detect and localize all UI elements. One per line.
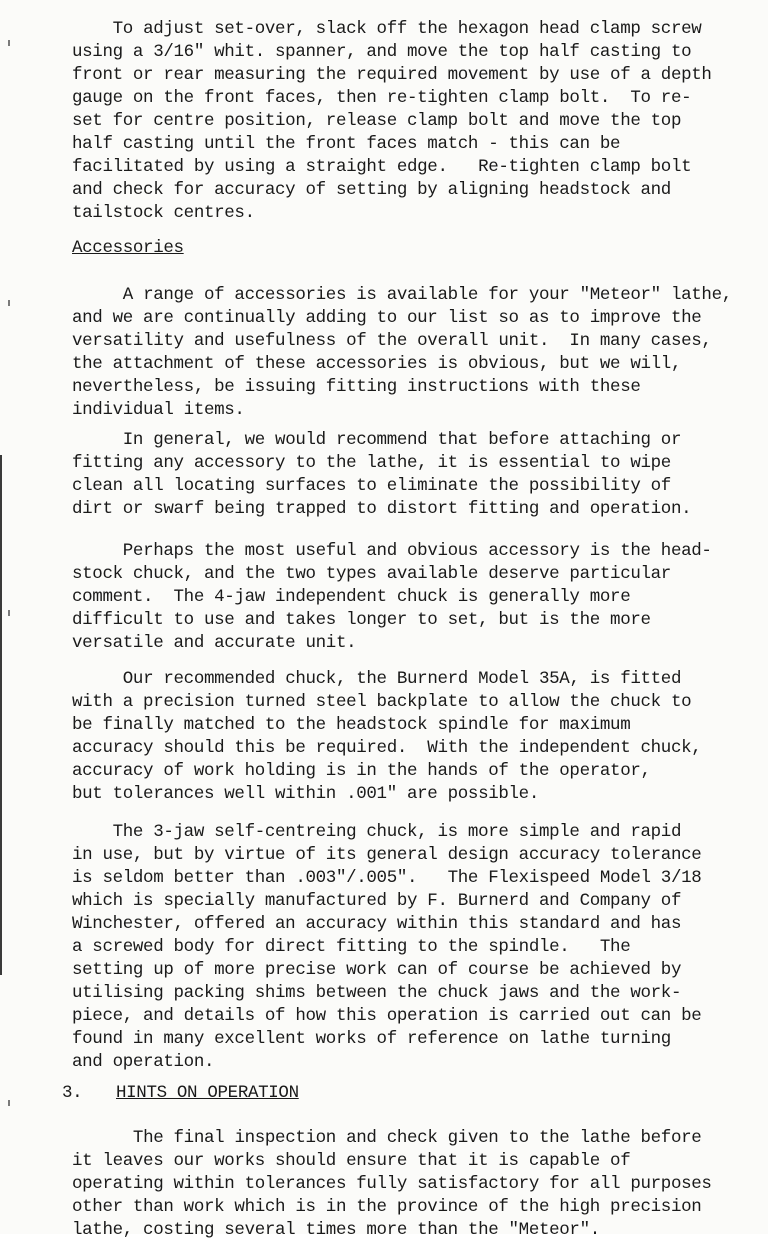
binding-dash-mark xyxy=(8,610,10,616)
paragraph-tailstock-setover: To adjust set-over, slack off the hexagon head clamp screw using a 3/16" whit. spanner, and move the top half casting to front or rear measuring the required movement by use of a depth gauge on the front faces, then re-tighten clamp bolt. To re- set for centre position, release clamp bolt and move the top half casting until the front faces match - this can be facilitated by using a straight edge. Re-tighten clamp bolt and check for accuracy of setting by aligning headstock and tailstock centres. xyxy=(72,19,712,223)
paragraph-locating-surfaces: In general, we would recommend that before attaching or fitting any accessory to the lathe, it is essential to wipe clean all locating surfaces to eliminate the possibility of dirt or swarf being trapped to distort fitting and operation. xyxy=(72,430,692,519)
paragraph-burnerd-chuck: Our recommended chuck, the Burnerd Model 35A, is fitted with a precision turned steel backplate to allow the chuck to be finally matched to the headstock spindle for maximum accuracy should this be required. With the independent chuck, accuracy of work holding is in the hands of the operator, but tolerances well within .001" are possible. xyxy=(72,669,702,804)
section-number: 3. xyxy=(62,1083,83,1103)
binding-dash-mark xyxy=(8,300,10,306)
binding-dash-mark xyxy=(8,40,10,46)
paragraph-accessories-range: A range of accessories is available for your "Meteor" lathe, and we are continually adding to our list so as to improve the versatility and usefulness of the overall unit. In many cases, the attachment of these accessories is obvious, but we will, nevertheless, be issuing fitting instructions with these individual items. xyxy=(72,285,732,420)
section-title: HINTS ON OPERATION xyxy=(116,1083,299,1103)
paragraph-final-inspection: The final inspection and check given to the lathe before it leaves our works should ensure that it is capable of operating within tolerances fully satisfactory for all purposes other than work which is in the province of the high precision lathe, costing several times more than the "Meteor". xyxy=(72,1128,712,1240)
binding-dash-mark xyxy=(8,1100,10,1106)
accessories-heading: Accessories xyxy=(72,238,184,258)
section-3-heading xyxy=(62,1082,299,1105)
paragraph-three-jaw-chuck: The 3-jaw self-centreing chuck, is more simple and rapid in use, but by virtue of its general design accuracy tolerance is seldom better than .003"/.005". The Flexispeed Model 3/18 which is specially manufactured by F. Burnerd and Company of Winchester, offered an accuracy within this standard and has a screwed body for direct fitting to the spindle. The setting up of more precise work can of course be achieved by utilising packing shims between the chuck jaws and the work- piece, and details of how this operation is carried out can be found in many excellent works of reference on lathe turning and operation. xyxy=(72,822,702,1072)
binding-edge-mark xyxy=(0,455,2,975)
paragraph-headstock-chuck: Perhaps the most useful and obvious accessory is the head- stock chuck, and the two types available deserve particular comment. The 4-jaw independent chuck is generally more difficult to use and takes longer to set, but is the more versatile and accurate unit. xyxy=(72,541,712,653)
